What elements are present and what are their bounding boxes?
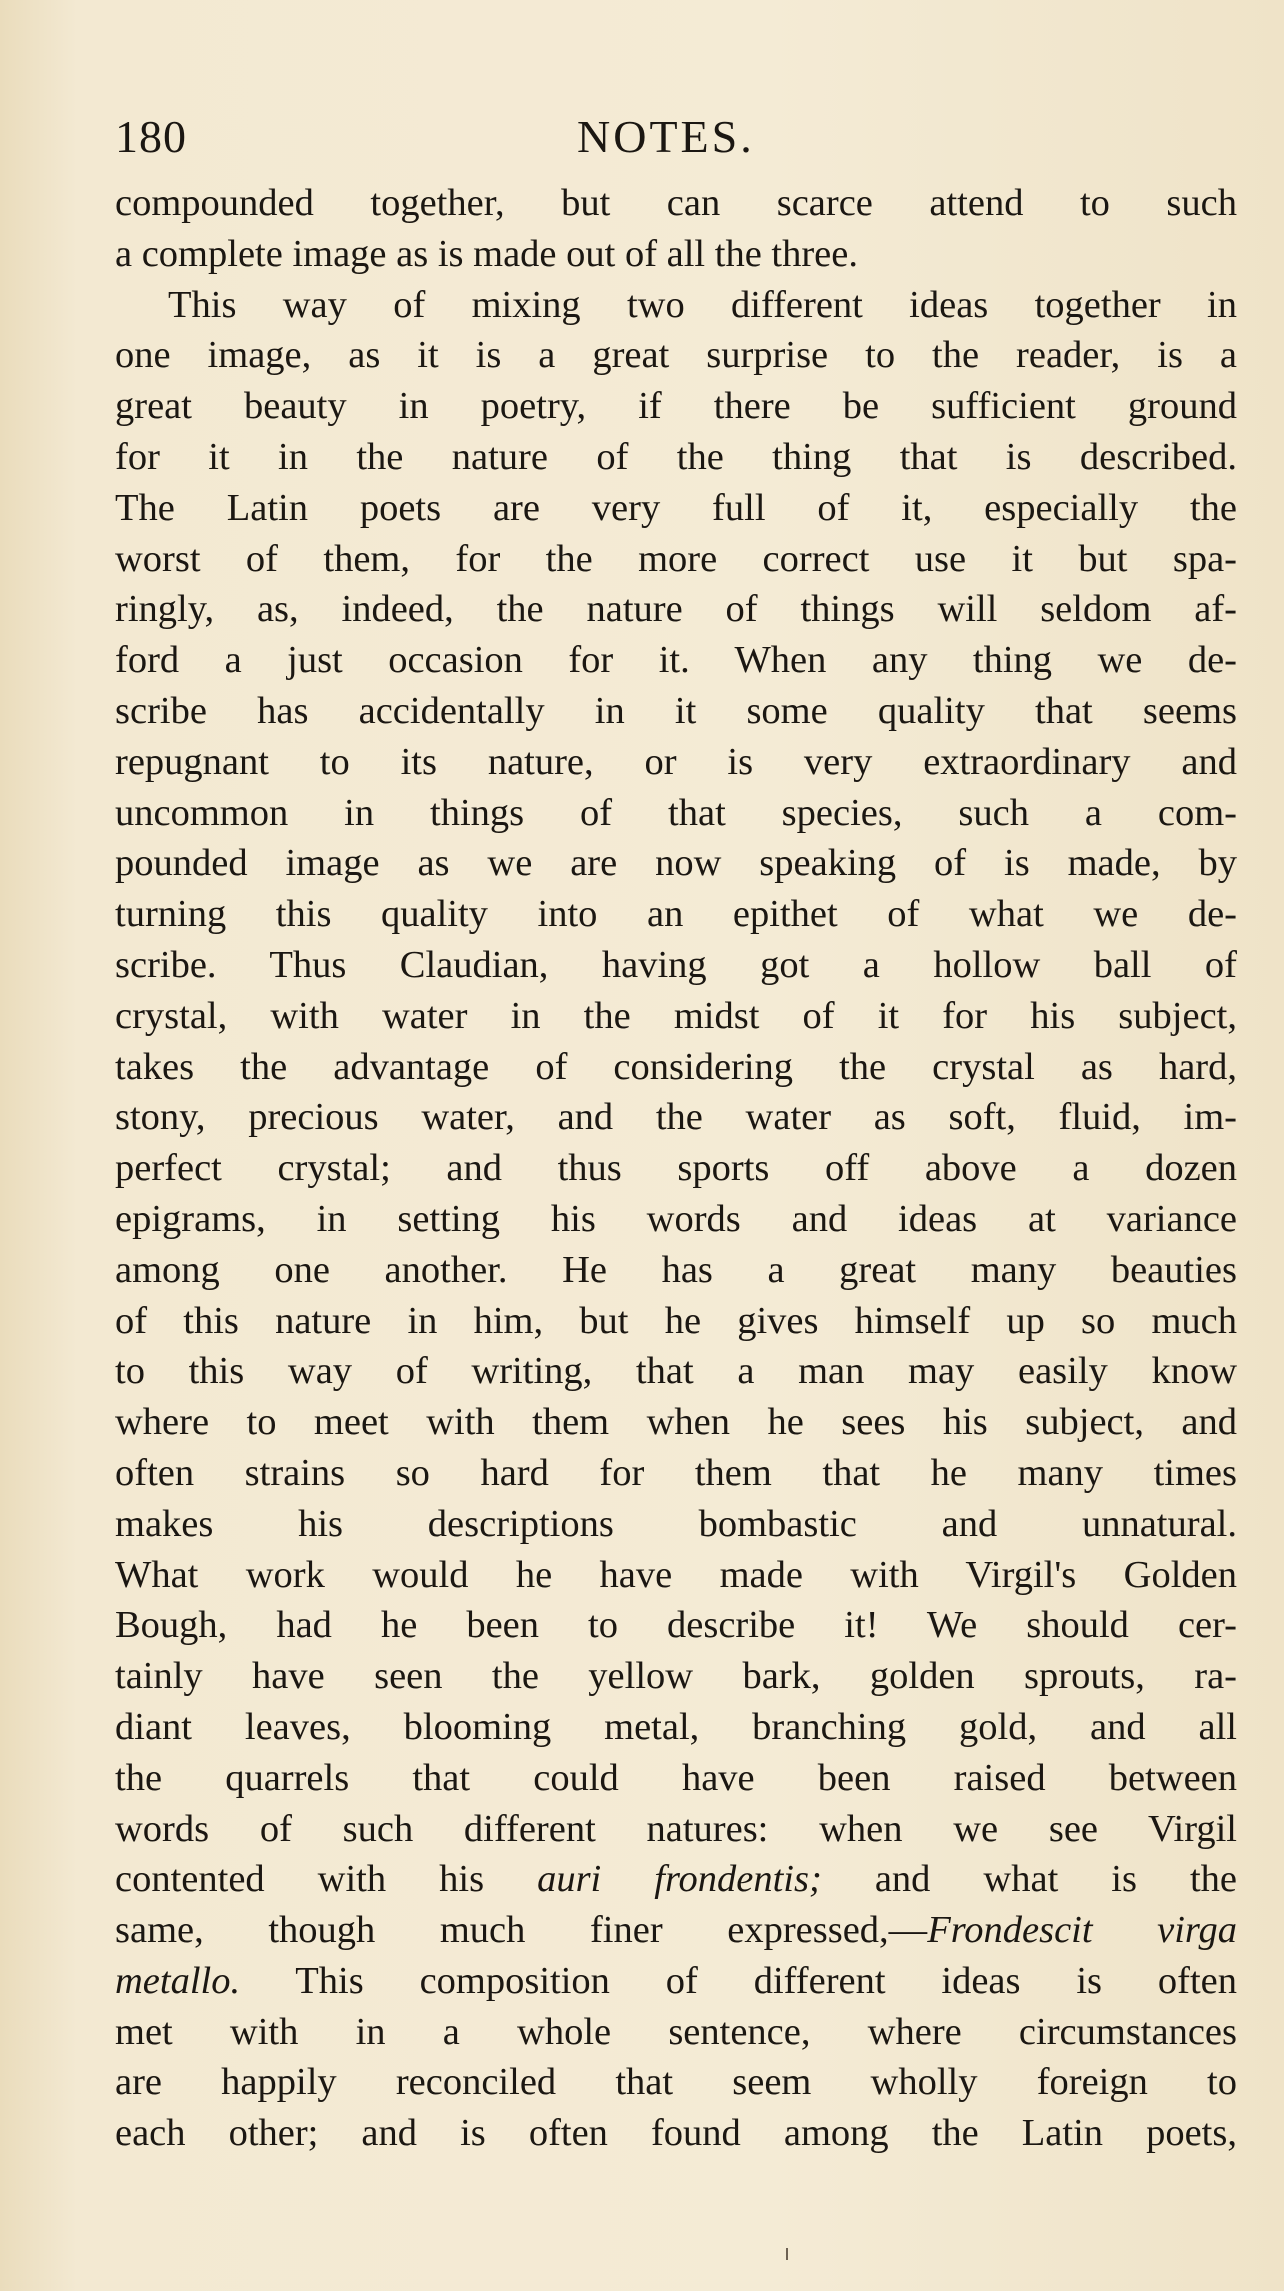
text-line: of this nature in him, but he gives himself up so much — [115, 1299, 1237, 1342]
text-line: stony, precious water, and the water as soft, fluid, im- — [115, 1096, 1237, 1139]
text-line: diant leaves, blooming metal, branching gold, and all — [115, 1705, 1237, 1748]
text-line: What work would he have made with Virgil's Golden — [115, 1553, 1237, 1596]
text-line: makes his descriptions bombastic and unnatural. — [115, 1502, 1237, 1545]
text-line: compounded together, but can scarce attend to such — [115, 182, 1237, 224]
text-line: among one another. He has a great many beauties — [115, 1248, 1237, 1291]
text-run: contented with his — [115, 1858, 538, 1901]
text-line: turning this quality into an epithet of what we de- — [115, 893, 1237, 936]
text-line: epigrams, in setting his words and ideas at variance — [115, 1197, 1237, 1240]
text-line: to this way of writing, that a man may easily know — [115, 1350, 1237, 1393]
text-line: one image, as it is a great surprise to the reader, is a — [115, 334, 1237, 377]
text-line: pounded image as we are now speaking of is made, by — [115, 842, 1237, 885]
text-line: ford a just occasion for it. When any thing we de- — [115, 639, 1237, 682]
text-line: the quarrels that could have been raised between — [115, 1756, 1237, 1799]
print-mark — [786, 2248, 788, 2260]
text-line-with-italic — [115, 1854, 1237, 1905]
text-line: perfect crystal; and thus sports off above a dozen — [115, 1147, 1237, 1190]
text-line: scribe. Thus Claudian, having got a hollow ball of — [115, 943, 1237, 986]
running-head — [115, 110, 1235, 170]
text-line: ringly, as, indeed, the nature of things will seldom af- — [115, 588, 1237, 631]
text-line: Bough, had he been to describe it! We should cer- — [115, 1604, 1237, 1647]
italic-quote: metallo. — [115, 1959, 241, 2002]
text-line-with-italic — [115, 1905, 1237, 1956]
running-title: NOTES. — [577, 111, 755, 162]
italic-quote: Frondescit virga — [927, 1909, 1237, 1952]
italic-quote: auri frondentis; — [537, 1858, 822, 1901]
text-line: takes the advantage of considering the crystal as hard, — [115, 1045, 1237, 1088]
text-line: a complete image as is made out of all the three. — [115, 232, 858, 275]
text-line: This way of mixing two different ideas together in — [168, 283, 1237, 326]
text-run: and what is the — [821, 1858, 1237, 1901]
text-line: scribe has accidentally in it some quality that seems — [115, 689, 1237, 732]
text-line: met with in a whole sentence, where circumstances — [115, 2010, 1237, 2053]
text-line: repugnant to its nature, or is very extraordinary and — [115, 740, 1237, 783]
text-line: words of such different natures: when we see Virgil — [115, 1807, 1237, 1850]
text-line: each other; and is often found among the Latin poets, — [115, 2112, 1237, 2155]
text-line: where to meet with them when he sees his subject, and — [115, 1401, 1237, 1444]
text-run: same, though much finer expressed,— — [115, 1909, 928, 1952]
text-line: for it in the nature of the thing that is described. — [115, 435, 1237, 478]
text-line: great beauty in poetry, if there be sufficient ground — [115, 385, 1237, 428]
text-line: often strains so hard for them that he many times — [115, 1451, 1237, 1494]
text-run: This composition of different ideas is often — [240, 1959, 1237, 2002]
text-line-with-italic — [115, 1956, 1237, 2007]
text-line: worst of them, for the more correct use it but spa- — [115, 537, 1237, 580]
text-line: crystal, with water in the midst of it for his subject, — [115, 994, 1237, 1037]
text-line: The Latin poets are very full of it, especially the — [115, 486, 1237, 529]
text-line: are happily reconciled that seem wholly foreign to — [115, 2061, 1237, 2104]
page-number: 180 — [115, 111, 187, 162]
body-text — [115, 178, 1237, 2159]
text-line: tainly have seen the yellow bark, golden sprouts, ra- — [115, 1655, 1237, 1698]
text-line: uncommon in things of that species, such a com- — [115, 791, 1237, 834]
